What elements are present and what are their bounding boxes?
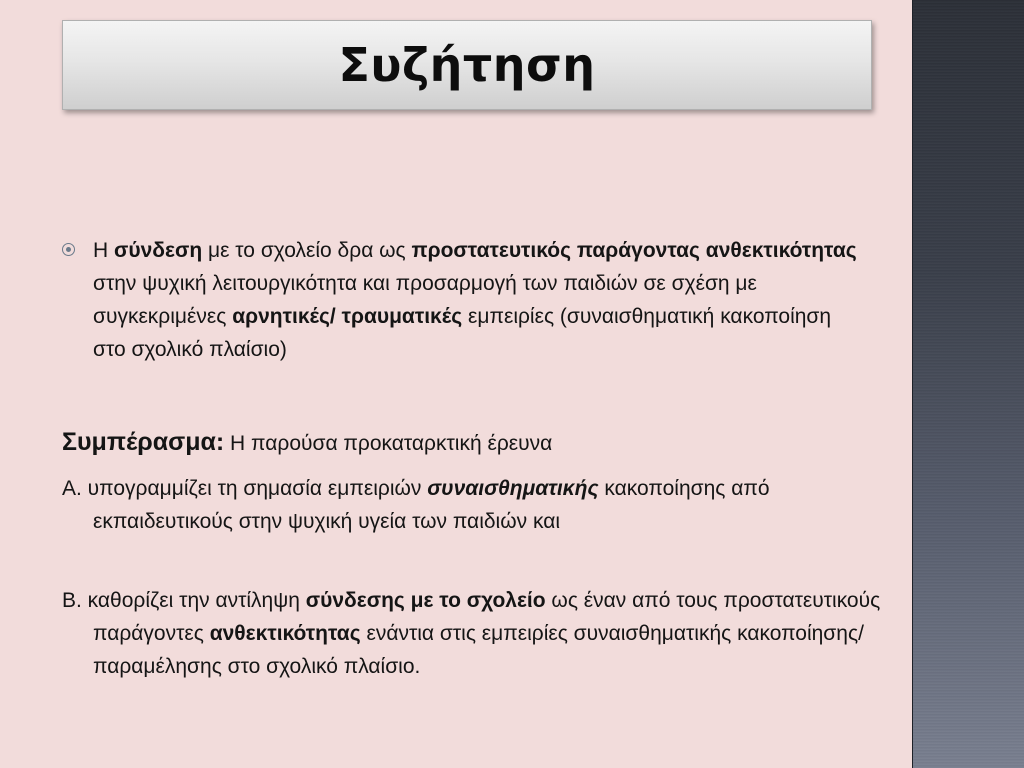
title-box — [62, 20, 872, 110]
item-b-text-run: Β. καθορίζει την αντίληψη — [62, 589, 306, 612]
item-b-bold-school-connection: σύνδεσης με το σχολείο — [305, 589, 546, 612]
conclusion-item-a — [62, 472, 883, 538]
conclusion-text: Η παρούσα προκαταρκτική έρευνα — [224, 432, 553, 455]
item-a-text-run: κακοποίησης από εκπαιδευτικούς στην ψυχική υγεία των παιδιών και — [93, 477, 770, 533]
bullet-bold-negative-traumatic: αρνητικές/ τραυματικές — [232, 305, 463, 328]
bullet-bold-connection: σύνδεση — [114, 239, 203, 262]
bullet-bold-protective-factor: προστατευτικός παράγοντας ανθεκτικότητας — [411, 239, 857, 262]
item-b-text-run: ενάντια στις εμπειρίες συναισθηματικής κακοποίησης/παραμέλησης στο σχολικό πλαίσιο. — [93, 622, 864, 678]
bullet-text-run: Η — [93, 239, 114, 262]
bullet-text-run: εμπειρίες (συναισθηματική κακοποίηση στο σχολικό πλαίσιο) — [93, 305, 832, 361]
bullet-paragraph — [62, 234, 862, 366]
item-b-bold-resilience: ανθεκτικότητας — [209, 622, 361, 645]
bullet-text — [93, 234, 862, 366]
conclusion-line — [62, 425, 862, 461]
decorative-side-band — [912, 0, 1024, 768]
side-band-texture — [913, 0, 1024, 768]
conclusion-item-b — [62, 584, 883, 683]
bullet-text-run: με το σχολείο δρα ως — [202, 239, 412, 262]
item-a-text-run: Α. υπογραμμίζει τη σημασία εμπειριών — [62, 477, 428, 500]
bullet-text-run: στην ψυχική λειτουργικότητα και προσαρμογή των παιδιών σε σχέση με συγκεκριμένες — [93, 272, 757, 328]
item-b-text-run: ως έναν από τους προστατευτικούς παράγοντες — [93, 589, 881, 645]
slide-title: Συζήτηση — [338, 38, 596, 92]
item-a-bold-italic-emotional: συναισθηματικής — [427, 477, 599, 500]
conclusion-label: Συμπέρασμα: — [62, 428, 225, 456]
circle-bullet-icon — [62, 243, 75, 256]
